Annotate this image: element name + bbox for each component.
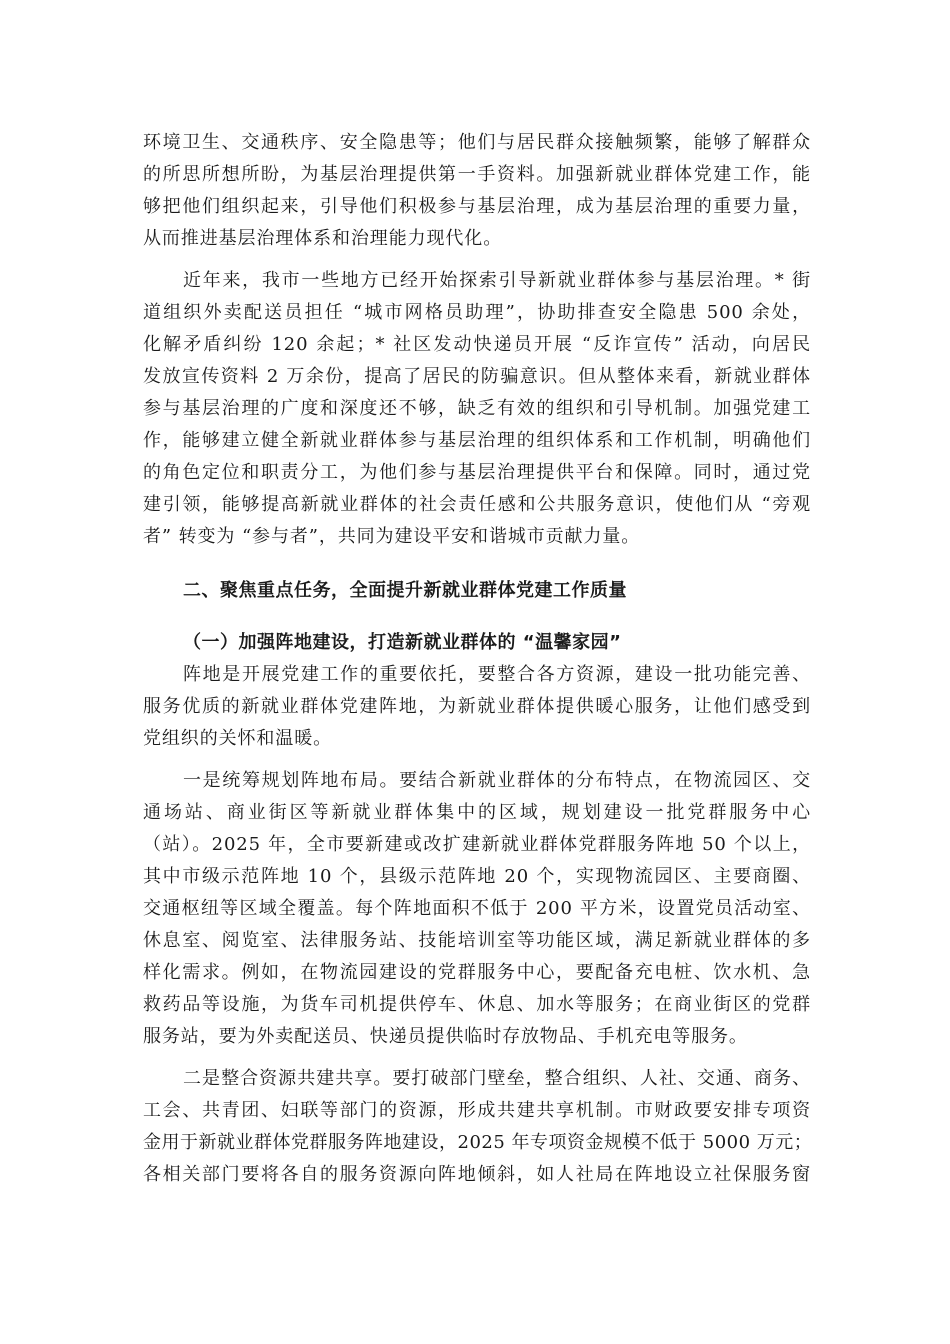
text-line: 工会、共青团、妇联等部门的资源，形成共建共享机制。市财政要安排专项资 (143, 1100, 811, 1121)
text-line: 救药品等设施，为货车司机提供停车、休息、加水等服务；在商业街区的党群 (143, 994, 811, 1015)
text-line: 一是统筹规划阵地布局。要结合新就业群体的分布特点，在物流园区、交 (183, 770, 811, 791)
text-line: 的角色定位和职责分工，为他们参与基层治理提供平台和保障。同时，通过党 (143, 462, 811, 483)
text-line: 金用于新就业群体党群服务阵地建设，2025 年专项资金规模不低于 5000 万元； (143, 1132, 813, 1153)
text-line: 阵地是开展党建工作的重要依托，要整合各方资源，建设一批功能完善、 (183, 664, 811, 685)
subsection-heading: （一）加强阵地建设，打造新就业群体的 “温馨家园” (183, 632, 622, 653)
text-line: 环境卫生、交通秩序、安全隐患等；他们与居民群众接触频繁，能够了解群众 (143, 132, 811, 153)
paragraph-4 (143, 765, 811, 1053)
document-page (143, 127, 811, 1191)
section-heading: 二、聚焦重点任务，全面提升新就业群体党建工作质量 (183, 580, 627, 601)
paragraph-5 (143, 1063, 811, 1191)
text-line: 参与基层治理的广度和深度还不够，缺乏有效的组织和引导机制。加强党建工 (143, 398, 811, 419)
text-line: 通场站、商业街区等新就业群体集中的区域，规划建设一批党群服务中心 (143, 802, 811, 823)
text-line: 建引领，能够提高新就业群体的社会责任感和公共服务意识，使他们从 “旁观 (143, 494, 811, 515)
text-line: 各相关部门要将各自的服务资源向阵地倾斜，如人社局在阵地设立社保服务窗 (143, 1164, 811, 1185)
paragraph-3 (143, 659, 811, 755)
text-line: 够把他们组织起来，引导他们积极参与基层治理，成为基层治理的重要力量， (143, 196, 811, 217)
text-line: （站）。2025 年，全市要新建或改扩建新就业群体党群服务阵地 50 个以上， (143, 834, 811, 855)
text-line: 交通枢纽等区域全覆盖。每个阵地面积不低于 200 平方米，设置党员活动室、 (143, 898, 811, 919)
text-line: 党组织的关怀和温暖。 (143, 728, 332, 749)
text-line: 的所思所想所盼，为基层治理提供第一手资料。加强新就业群体党建工作，能 (143, 164, 811, 185)
text-line: 休息室、阅览室、法律服务站、技能培训室等功能区域，满足新就业群体的多 (143, 930, 811, 951)
text-line: 二是整合资源共建共享。要打破部门壁垒，整合组织、人社、交通、商务、 (183, 1068, 811, 1089)
text-line: 者” 转变为 “参与者”，共同为建设平安和谐城市贡献力量。 (143, 526, 641, 547)
paragraph-1 (143, 127, 811, 255)
text-line: 样化需求。例如，在物流园建设的党群服务中心，要配备充电桩、饮水机、急 (143, 962, 811, 983)
text-line: 道组织外卖配送员担任 “城市网格员助理”，协助排查安全隐患 500 余处， (143, 302, 811, 323)
text-line: 服务站，要为外卖配送员、快递员提供临时存放物品、手机充电等服务。 (143, 1026, 748, 1047)
text-line: 从而推进基层治理体系和治理能力现代化。 (143, 228, 503, 249)
text-line: 作，能够建立健全新就业群体参与基层治理的组织体系和工作机制，明确他们 (143, 430, 811, 451)
paragraph-2 (143, 265, 811, 553)
text-line: 化解矛盾纠纷 120 余起；* 社区发动快递员开展 “反诈宣传” 活动，向居民 (143, 334, 811, 355)
text-line: 近年来，我市一些地方已经开始探索引导新就业群体参与基层治理。* 街 (183, 270, 811, 291)
text-line: 服务优质的新就业群体党建阵地，为新就业群体提供暖心服务，让他们感受到 (143, 696, 811, 717)
text-line: 其中市级示范阵地 10 个，县级示范阵地 20 个，实现物流园区、主要商圈、 (143, 866, 811, 887)
text-line: 发放宣传资料 2 万余份，提高了居民的防骗意识。但从整体来看，新就业群体 (143, 366, 811, 387)
